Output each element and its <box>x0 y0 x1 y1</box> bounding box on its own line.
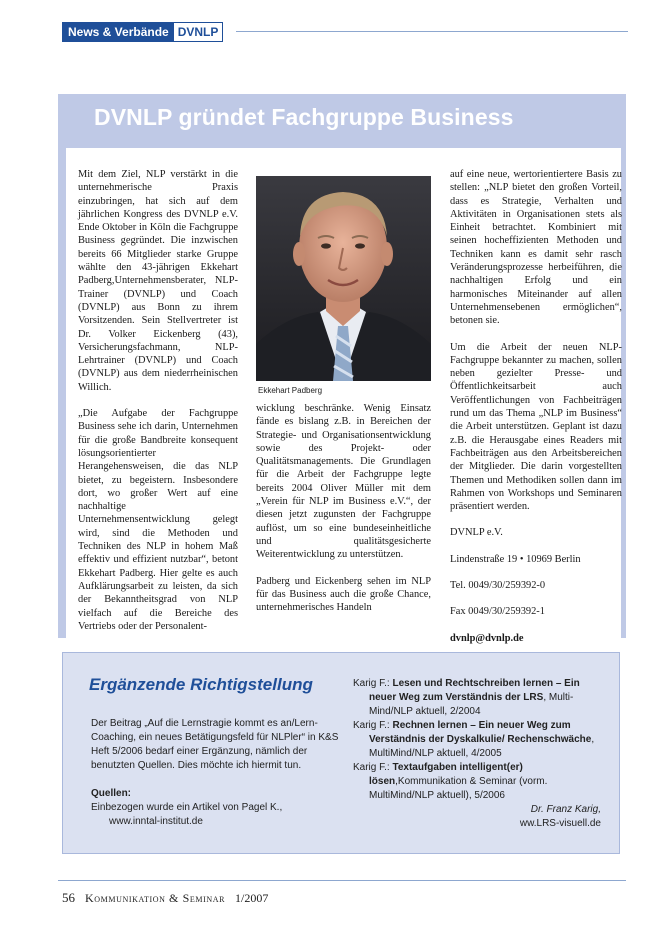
reference-title: Textaufgaben intelligent(er) lösen <box>369 762 523 787</box>
sources-text: Einbezogen wurde ein Artikel von Pagel K., <box>91 802 283 813</box>
article-paragraph: Padberg und Eickenberg sehen im NLP für das Business auch die große Chance, unternehmerisches Handeln <box>256 575 431 614</box>
section-org-label: DVNLP <box>174 23 223 41</box>
reference-rest: , Multi-Mind/NLP aktuell, 2/2004 <box>369 692 574 717</box>
photo-caption: Ekkehart Padberg <box>258 386 323 395</box>
issue-number: 1/2007 <box>235 891 269 905</box>
correction-box <box>62 652 620 854</box>
contact-street: Lindenstraße 19 • 10969 Berlin <box>450 553 581 565</box>
article-title: DVNLP gründet Fachgruppe Business <box>94 104 514 130</box>
reference-item <box>353 677 601 719</box>
correction-body <box>91 717 343 829</box>
reference-title: Rechnen lernen – Ein neuer Weg zum Verständnis der Dyskalkulie/ Rechenschwäche <box>369 720 592 745</box>
reference-author: Karig F.: <box>353 720 393 731</box>
sources-heading: Quellen: <box>91 788 132 799</box>
article-paragraph: auf eine neue, wertorientiertere Basis zu stellen: „NLP bietet den großen Vorteil, dass es Strategie, Verhalten und Aktivitäten in Organisationen stets als Einheit betrachtet. Kombiniert mit seinen hocheffizienten Methoden und Techniken kann es damit sehr rasch Veränderungsprozesse herbeiführen, die nachhaltigen Erfolg und ein harmonisches Miteinander auf allen Unternehmensebenen ermöglichen“, betonen sie. <box>450 169 622 327</box>
reference-item <box>353 761 601 803</box>
article-paragraph: Um die Arbeit der neuen NLP-Fachgruppe bekannter zu machen, sollen neben gezielter Presse- und Öffentlichkeitsarbeit auch Veröffentlichungen von Fachbeiträgen rund um das Thema „NLP im Business“ die Arbeit unterstützen. Geplant ist dazu z.B. die Herausgabe eines Readers mit Fachbeiträgen aus den Arbeitsbereichen der Mitglieder. Die darin vorgestellten Themen und Methodiken sollen dann im Rahmen von Workshops und Seminaren präsentiert werden. <box>450 341 622 513</box>
frame-left-bar <box>58 148 66 638</box>
reference-title: Lesen und Rechtschreiben lernen – Ein neuer Weg zum Verständnis der LRS <box>369 678 580 703</box>
page-footer <box>62 890 268 906</box>
reference-item <box>353 719 601 761</box>
section-tag <box>62 22 223 42</box>
reference-rest: ,Kommunikation & Seminar (vorm. MultiMind/NLP aktuell), 5/2006 <box>369 776 548 801</box>
contact-tel: Tel. 0049/30/259392-0 <box>450 580 546 592</box>
reference-author: Karig F.: <box>353 678 393 689</box>
reference-author: Karig F.: <box>353 762 393 773</box>
portrait-photo <box>256 176 431 381</box>
reference-rest: , MultiMind/NLP aktuell, 4/2005 <box>369 734 595 759</box>
contact-email-link[interactable]: dvnlp@dvnlp.de <box>450 632 524 644</box>
article-column-left <box>78 168 238 646</box>
contact-fax: Fax 0049/30/259392-1 <box>450 606 545 618</box>
article-paragraph: Mit dem Ziel, NLP verstärkt in die unternehmerische Praxis einzubringen, hat sich auf dem jährlichen Kongress des DVNLP e.V. Ende Oktober in Köln die Fachgruppe Business gegründet. Die inzwischen bereits 66 Mitglieder starke Gruppe wählte den 43-jährigen Ekkehart Padberg,Unternehmensberater, NLP-Trainer (DVNLP) und Coach (DVNLP) aus Bonn zu ihrem Vorsitzenden. Sein Stellvertreter ist Dr. Volker Eickenberg (43), Versicherungsfachmann, NLP-Lehrtrainer (DVNLP) und Coach (DVNLP) aus dem niederrheinischen Willich. <box>78 169 238 393</box>
correction-text: Der Beitrag „Auf die Lernstragie kommt es an/Lern-Coaching, ein neues Betätigungsfeld für NLPler“ in K&S Heft 5/2006 bedarf einer Ergänzung, nämlich der benutzten Quellen. Dies möchte ich hiermit tun. <box>91 718 339 771</box>
signature-name: Dr. Franz Karig, <box>530 804 601 815</box>
article-paragraph: „Die Aufgabe der Fachgruppe Business sehe ich darin, Unternehmen für die große Bandbreite konsequent lösungsorientierter Herangehensweisen, die das NLP bietet, zu begeistern. Insbesondere dort, wo großer Wert auf eine nachhaltige Unternehmensentwicklung gelegt wird, sind die Methoden und Techniken des NLP in hohem Maß effektiv und effizient nutzbar“, betont Ekkehart Padberg. Hier gelte es auch Aufklärungsarbeit zu leisten, da sich der Bekanntheitsgrad von NLP vielfach auf die Bereiche des Vertriebs oder der Personalent- <box>78 408 238 632</box>
sources-url[interactable]: www.inntal-institut.de <box>109 816 203 827</box>
footer-rule <box>58 880 626 881</box>
header-rule <box>236 31 628 32</box>
article-paragraph: wicklung beschränke. Wenig Einsatz fände es bislang z.B. in Bereichen der Strategie- und Organisationsentwicklung sowie des Projekt- oder Qualitätsmanagements. Die Grundlagen für die Arbeit der Fachgruppe legte bereits 2004 Oliver Müller mit dem „Verein für NLP im Business e.V.“, der diesen jetzt zugunsten der Fachgruppe auflöst, um so eine bundeseinheitliche und qualitätsgesicherte Weiterentwicklung zu unterstützen. <box>256 403 431 561</box>
page-number: 56 <box>62 890 75 905</box>
article-column-right <box>450 168 622 684</box>
article-column-middle <box>256 402 431 627</box>
section-label: News & Verbände <box>63 23 174 41</box>
contact-org: DVNLP e.V. <box>450 527 503 539</box>
title-band <box>58 94 626 148</box>
reference-list <box>353 677 601 831</box>
publication-name: Kommunikation & Seminar <box>85 891 226 905</box>
correction-title: Ergänzende Richtigstellung <box>89 675 313 694</box>
contact-block <box>450 526 622 671</box>
signature-url[interactable]: ww.LRS-visuell.de <box>519 818 601 829</box>
portrait-image <box>256 176 431 381</box>
